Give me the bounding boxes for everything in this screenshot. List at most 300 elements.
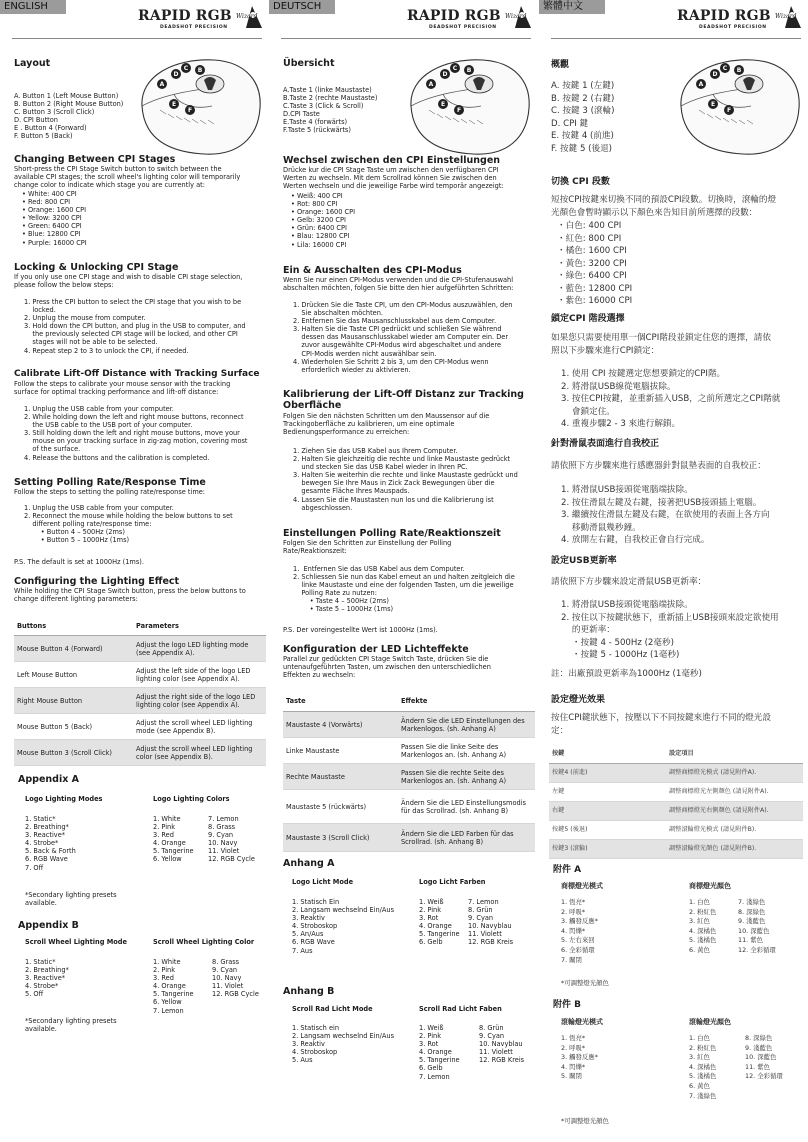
table-cell: Adjust the scroll wheel LED lighting color (see Appendix B). bbox=[136, 744, 253, 761]
list-item: different polling rate/response time: bbox=[24, 520, 152, 529]
list-item: E.Taste 4 (forwärts) bbox=[283, 118, 348, 127]
table-cell: Rechte Maustaste bbox=[286, 772, 345, 781]
text-line: Werten wechseln und die jeweilige Farbe wird temporär angezeigt: bbox=[283, 182, 504, 191]
brand-subtitle: DEADSHOT PRECISION bbox=[429, 25, 497, 30]
table-row bbox=[283, 764, 535, 790]
list-item: 1. White bbox=[153, 958, 181, 966]
list-item: 5. Tangerine bbox=[153, 990, 194, 999]
table-cell: Ändern Sie die LED Einstellungen des Markenlogos. (sh. Anhang A) bbox=[401, 716, 525, 733]
appendix-b-colors-heading: Scroll Rad Licht Faben bbox=[419, 1005, 502, 1013]
list-item: 8. 深綠色 bbox=[745, 1034, 773, 1042]
list-item: 2. Breathing* bbox=[25, 823, 69, 832]
appendix-a-colors-1 bbox=[419, 898, 460, 947]
appendix-a-colors-heading: 商標燈光顏色 bbox=[689, 882, 731, 890]
label-a: A bbox=[428, 81, 434, 88]
light-intro bbox=[14, 587, 246, 603]
layout-list bbox=[551, 80, 614, 155]
text-line: Folgen Sie den nächsten Schritten um den Maussensor auf die bbox=[283, 412, 490, 420]
table-header-cell: Parameters bbox=[136, 621, 179, 630]
list-item: C. Button 3 (Scroll Click) bbox=[14, 108, 95, 117]
poll-steps bbox=[561, 599, 779, 662]
list-item: 4. 閃爍* bbox=[561, 926, 586, 935]
layout-heading: Layout bbox=[14, 58, 51, 69]
list-item: 11. 紫色 bbox=[738, 936, 763, 945]
table-cell: Passen Sie die linke Seite des Markenlogos an. (sh. Anhang A) bbox=[401, 742, 507, 759]
label-d: D bbox=[712, 71, 718, 78]
table-cell: Maustaste 5 (rückwärts) bbox=[286, 802, 367, 811]
list-item: 2. 粉紅色 bbox=[689, 1043, 717, 1052]
list-item: 2. Pink bbox=[153, 823, 176, 832]
list-item: 5. 淺橘色 bbox=[689, 1072, 717, 1081]
cpi-heading: Changing Between CPI Stages bbox=[14, 154, 176, 165]
list-item: • Purple: 16000 CPI bbox=[22, 238, 87, 247]
list-item: 3. Rot bbox=[419, 1040, 439, 1049]
appendix-b-modes bbox=[25, 958, 69, 998]
list-item: • Red: 800 CPI bbox=[22, 198, 71, 207]
label-e: E bbox=[710, 101, 716, 108]
list-item: 12. 全彩循環 bbox=[738, 945, 776, 954]
list-item: 12. RGB Cycle bbox=[208, 855, 255, 864]
appendix-b-colors-1 bbox=[153, 958, 194, 1015]
list-item: 2. Breathing* bbox=[25, 966, 69, 975]
list-item: 1. Press the CPI button to select the CPI stage that you wish to be bbox=[24, 298, 242, 306]
list-item: 11. 紫色 bbox=[745, 1062, 770, 1071]
poll-steps bbox=[293, 565, 515, 614]
calib-heading: 針對滑鼠表面進行自我校正 bbox=[551, 439, 660, 449]
table-row bbox=[283, 824, 535, 852]
text-line: *Secondary lighting presets bbox=[25, 891, 117, 899]
list-item: 2. Pink bbox=[153, 966, 176, 975]
calib-heading bbox=[283, 389, 524, 411]
wizard-logo-icon bbox=[236, 4, 264, 30]
list-item: 4. Stroboskop bbox=[292, 1048, 338, 1057]
text-line: Wenn Sie nur einen CPI-Modus verwenden und die CPI-Stufenauswahl bbox=[283, 276, 514, 284]
list-item: Sie abschalten möchten. bbox=[293, 309, 383, 318]
list-item: CPI-Modis werden nicht auswählbar sein. bbox=[293, 349, 437, 358]
brand-subtitle: DEADSHOT PRECISION bbox=[160, 25, 228, 30]
list-item: 2. Langsam wechselnd Ein/Aus bbox=[292, 906, 395, 915]
list-item: D.CPI Taste bbox=[283, 110, 320, 119]
table-header bbox=[14, 616, 266, 636]
list-item: 1. Static* bbox=[25, 815, 56, 823]
poll-intro bbox=[283, 539, 451, 555]
chinese-column bbox=[539, 0, 807, 1142]
table-cell: Mouse Button 3 (Scroll Click) bbox=[17, 748, 112, 757]
list-item: 1. 將滑鼠USB接頭從電腦端拔除。 bbox=[561, 485, 693, 495]
list-item: 1. Statisch ein bbox=[292, 1024, 340, 1032]
poll-intro: Follow the steps to setting the polling rate/response time: bbox=[14, 488, 206, 496]
appendix-a-colors-2 bbox=[738, 898, 776, 956]
text-line: 按住CPI鍵狀態下，按壓以下不同按鍵來進行不同的燈光設 bbox=[551, 713, 771, 723]
appendix-b-colors-2 bbox=[479, 1024, 524, 1064]
list-item: 1. Weiß bbox=[419, 898, 444, 906]
list-item: 2. 將滑鼠USB線從電腦拔除。 bbox=[561, 381, 676, 392]
list-item: 2. 呼吸* bbox=[561, 1043, 586, 1052]
list-item: 6. RGB Wave bbox=[25, 855, 68, 864]
list-item: 1. Unplug the USB cable from your computer. bbox=[24, 405, 174, 413]
list-item: 6. Gelb bbox=[419, 1064, 443, 1073]
list-item: the USB cable to the USB port of your computer. bbox=[24, 421, 193, 430]
table-cell: 按鍵5 (後退) bbox=[552, 825, 588, 833]
text-line: 短按CPI按鍵來切換不同的預設CPI段數。切換時，滾輪的燈 bbox=[551, 195, 777, 205]
label-f: F bbox=[456, 107, 462, 114]
light-heading: 設定燈光效果 bbox=[551, 695, 606, 705]
text-line: Trackingoberfläche zu kalibrieren, um eine optimale bbox=[283, 420, 455, 429]
list-item: • Taste 5 – 1000Hz (1ms) bbox=[293, 605, 394, 614]
appendix-a-colors-heading: Logo Licht Farben bbox=[419, 878, 486, 886]
list-item: 4. Lassen Sie die Maustasten nun los und die Kalibrierung ist bbox=[293, 495, 494, 504]
appendix-b-heading: Anhang B bbox=[283, 986, 335, 997]
list-item: 3. Halten Sie weiterhin die rechte und linke Maustaste gedrückt und bbox=[293, 471, 518, 480]
list-item: 3. 觸發反應* bbox=[561, 1053, 598, 1062]
list-item: linke Maustaste und eine der folgenden Tasten, um die jeweilige bbox=[293, 581, 514, 590]
list-item: 1. Static* bbox=[25, 958, 56, 966]
list-item: • Button 4 – 500Hz (2ms) bbox=[24, 528, 125, 537]
list-item: 8. Grass bbox=[212, 958, 240, 966]
list-item: 10. 深藍色 bbox=[738, 926, 770, 935]
text-line: Folgen Sie den Schritten zur Einstellung der Polling bbox=[283, 539, 452, 547]
table-cell: 調整商標燈光左側顏色 (請見附件A). bbox=[669, 787, 769, 795]
appendix-a-heading: Appendix A bbox=[18, 774, 80, 785]
list-item: 9. Cyan bbox=[212, 966, 238, 975]
poll-heading: 設定USB更新率 bbox=[551, 556, 617, 566]
list-item: ・橘色: 1600 CPI bbox=[557, 246, 627, 256]
list-item: 7. Lemon bbox=[208, 815, 239, 823]
text-line: While holding the CPI Stage Switch button, press the below buttons to bbox=[14, 587, 246, 595]
list-item: 3. Red bbox=[153, 974, 174, 983]
list-item: 4. Release the buttons and the calibration is completed. bbox=[24, 453, 210, 462]
label-c: C bbox=[722, 65, 728, 72]
brand-title bbox=[677, 8, 771, 30]
appendix-a-heading: 附件 A bbox=[553, 865, 582, 875]
lock-heading: Locking & Unlocking CPI Stage bbox=[14, 262, 179, 273]
list-item: 8. Grün bbox=[468, 906, 493, 915]
list-item: 2. Langsam wechselnd Ein/Aus bbox=[292, 1032, 395, 1041]
list-item: 12. 全彩循環 bbox=[745, 1072, 783, 1081]
table-row bbox=[549, 802, 803, 821]
list-item: 6. 全彩循環 bbox=[561, 945, 595, 954]
brand-title bbox=[407, 8, 501, 30]
list-item: • Green: 6400 CPI bbox=[22, 222, 82, 231]
cpi-list bbox=[22, 190, 87, 247]
list-item: 7. 淺綠色 bbox=[738, 898, 766, 906]
lock-steps bbox=[561, 368, 780, 431]
label-f: F bbox=[187, 107, 193, 114]
list-item: 6. Yellow bbox=[153, 998, 182, 1007]
label-a: A bbox=[698, 81, 704, 88]
list-item: the previously selected CPI stage will be locked, and other CPI bbox=[24, 330, 238, 339]
list-item: 3. 紅色 bbox=[689, 1053, 710, 1062]
appendix-b-modes-heading: 滾輪燈光模式 bbox=[561, 1018, 603, 1026]
table-cell: Linke Maustaste bbox=[286, 746, 340, 755]
cpi-heading: Wechsel zwischen den CPI Einstellungen bbox=[283, 155, 501, 166]
language-tab: ENGLISH bbox=[0, 0, 66, 14]
list-item: 4. Strobe* bbox=[25, 982, 59, 991]
list-item: 7. Lemon bbox=[419, 1072, 450, 1081]
list-item: 3. Halten Sie die Taste CPI gedrückt und schließen Sie während bbox=[293, 325, 502, 334]
cpi-list bbox=[291, 192, 355, 249]
lighting-table bbox=[14, 616, 266, 766]
table-cell: 調整滾輪燈光模式 (請見附件B). bbox=[669, 825, 757, 833]
appendix-b-modes-heading: Scroll Rad Licht Mode bbox=[292, 1005, 373, 1013]
table-cell: Ändern Sie die LED Farben für das Scrollrad. (sh. Anhang B) bbox=[401, 829, 514, 846]
table-row bbox=[283, 712, 535, 738]
list-item: 2. Pink bbox=[419, 906, 442, 915]
svg-text:Wizard: Wizard bbox=[505, 13, 527, 20]
language-tab: 繁體中文 bbox=[539, 0, 605, 14]
list-item: 2. 按住以下按鍵狀態下，重新插上USB接頭來設定欲使用 bbox=[561, 612, 779, 623]
appendix-b-modes bbox=[292, 1024, 394, 1064]
list-item: 1. Weiß bbox=[419, 1024, 444, 1032]
table-cell: Maustaste 3 (Scroll Click) bbox=[286, 833, 370, 842]
list-item: • White: 400 CPI bbox=[22, 190, 77, 198]
list-item: 2. 呼吸* bbox=[561, 907, 586, 916]
list-item: 11. Violett bbox=[479, 1048, 513, 1057]
list-item: 的更新率： bbox=[561, 625, 615, 635]
list-item: 7. 淺綠色 bbox=[689, 1091, 717, 1100]
table-row bbox=[549, 821, 803, 840]
lighting-table bbox=[549, 744, 803, 859]
table-row bbox=[549, 840, 803, 859]
label-f: F bbox=[726, 107, 732, 114]
lock-heading: Ein & Ausschalten des CPI-Modus bbox=[283, 265, 462, 276]
table-cell: 調整商標燈光模式 (請見附件A). bbox=[669, 768, 757, 776]
layout-list bbox=[14, 92, 123, 141]
poll-steps bbox=[24, 504, 233, 544]
calib-steps bbox=[561, 484, 770, 547]
appendix-b-modes bbox=[561, 1034, 598, 1082]
text-line: Follow the steps to calibrate your mouse sensor with the tracking bbox=[14, 380, 231, 388]
table-row bbox=[283, 738, 535, 764]
list-item: 10. Navyblau bbox=[468, 922, 512, 931]
poll-note: 註：出廠預設更新率為1000Hz (1毫秒) bbox=[551, 669, 702, 679]
list-item: • Rot: 800 CPI bbox=[291, 200, 338, 209]
appendix-a-heading: Anhang A bbox=[283, 858, 335, 869]
lock-intro bbox=[551, 332, 771, 357]
list-item: A.Taste 1 (linke Maustaste) bbox=[283, 86, 372, 94]
label-b: B bbox=[736, 67, 742, 74]
label-b: B bbox=[466, 67, 472, 74]
list-item: bewegen Sie Ihre Maus in Zick Zack Bewegungen über die bbox=[293, 479, 495, 488]
list-item: • Gelb: 3200 CPI bbox=[291, 216, 346, 225]
list-item: 3. Reaktiv bbox=[292, 914, 325, 923]
list-item: 1. 白色 bbox=[689, 1034, 710, 1042]
header-divider bbox=[12, 38, 262, 39]
wizard-logo-icon bbox=[505, 4, 533, 30]
list-item: F. 按鍵 5 (後退) bbox=[551, 143, 613, 154]
list-item: • Orange: 1600 CPI bbox=[22, 206, 87, 215]
table-header-cell: Effekte bbox=[401, 696, 428, 705]
list-item: 8. 深綠色 bbox=[738, 907, 766, 916]
list-item: 6. 黃色 bbox=[689, 1081, 710, 1090]
list-item: 5. Tangerine bbox=[419, 930, 460, 939]
text-line: Short-press the CPI Stage Switch button to switch between the bbox=[14, 165, 222, 173]
light-intro bbox=[551, 712, 771, 737]
label-a: A bbox=[159, 81, 165, 88]
list-item: 2. Unplug the mouse from computer. bbox=[24, 314, 146, 323]
lock-steps bbox=[24, 298, 246, 355]
list-item: 4. 重複步驟2 - 3 來進行解鎖。 bbox=[561, 419, 681, 429]
lighting-table bbox=[283, 690, 535, 852]
list-item: 11. Violet bbox=[212, 982, 244, 991]
appendix-b-colors-1 bbox=[419, 1024, 460, 1081]
text-line: available. bbox=[25, 899, 57, 908]
list-item: 3. 按住CPI按鍵，並重新插入USB，之前所選定之CPI階就 bbox=[561, 394, 781, 404]
heading-line: Kalibrierung der Lift-Off Distanz zur Tracking bbox=[283, 389, 524, 400]
text-line: surface for optimal tracking performance and lift-off distance: bbox=[14, 388, 219, 397]
list-item: 5. 左右來回 bbox=[561, 936, 595, 945]
poll-heading: Einstellungen Polling Rate/Reaktionszeit bbox=[283, 528, 501, 539]
table-cell: Left Mouse Button bbox=[17, 670, 78, 679]
light-intro bbox=[283, 655, 491, 679]
appendix-b-colors-heading: 滾輪燈光顏色 bbox=[689, 1018, 731, 1026]
text-line: Werten zu wechseln. Mit dem Scrollrad können Sie zwischen den bbox=[283, 174, 497, 183]
layout-heading: 概觀 bbox=[551, 60, 570, 70]
list-item: 9. Cyan bbox=[468, 914, 494, 923]
list-item: 6. 黃色 bbox=[689, 945, 710, 954]
list-item: 6. Yellow bbox=[153, 855, 182, 864]
list-item: 10. Navy bbox=[212, 974, 242, 983]
calib-intro bbox=[283, 412, 489, 436]
table-cell: 調整商標燈光右側顏色 (請見附件A). bbox=[669, 806, 769, 814]
header-divider bbox=[551, 38, 801, 39]
table-row bbox=[14, 662, 266, 688]
text-line: available CPI stages; the scroll wheel's lighting color will temporarily bbox=[14, 173, 241, 182]
list-item: 3. Reactive* bbox=[25, 831, 66, 840]
german-column bbox=[269, 0, 537, 1142]
list-item: • Yellow: 3200 CPI bbox=[22, 214, 82, 223]
lock-intro bbox=[283, 276, 513, 292]
list-item: ・紅色: 800 CPI bbox=[557, 233, 622, 244]
appendix-b-colors-2 bbox=[212, 958, 259, 998]
list-item: 5. Off bbox=[25, 990, 44, 999]
list-item: 11. Violet bbox=[208, 847, 240, 856]
table-cell: Ändern Sie die LED Einstellungsmodis für das Scrollrad. (sh. Anhang B) bbox=[401, 798, 526, 815]
calib-intro: 請依照下方步驟來進行感應器針對鼠墊表面的自我校正： bbox=[551, 461, 766, 471]
text-line: 光顏色會暫時顯示以下顏色來告知目前所選擇的段數： bbox=[551, 207, 758, 218]
list-item: 12. RGB Kreis bbox=[479, 1056, 525, 1065]
appendix-a-modes bbox=[25, 815, 76, 872]
appendix-a-modes-heading: Logo Licht Mode bbox=[292, 878, 354, 886]
list-item: 3. Rot bbox=[419, 914, 439, 923]
list-item: 3. Reaktiv bbox=[292, 1040, 325, 1049]
text-line: untenaufgeführten Tasten, um zwischen den unterschiedlichen bbox=[283, 663, 491, 672]
list-item: ・按鍵 5 - 1000Hz (1毫秒) bbox=[561, 650, 680, 660]
label-b: B bbox=[197, 67, 203, 74]
table-header-cell: Taste bbox=[286, 696, 306, 705]
list-item: D. CPI Button bbox=[14, 116, 58, 125]
table-cell: Adjust the right side of the logo LED lighting color (see Appendix A). bbox=[136, 692, 256, 709]
table-row bbox=[14, 740, 266, 766]
list-item: 會鎖定住。 bbox=[561, 406, 615, 417]
table-row bbox=[549, 783, 803, 802]
text-line: Parallel zur gedückten CPI Stage Switch Taste, drücken Sie die bbox=[283, 655, 489, 663]
list-item: 4. Orange bbox=[419, 922, 452, 931]
list-item: dessen das Mausanschlusskabel wieder am Computer ein. Der bbox=[293, 333, 509, 342]
list-item: 11. Violett bbox=[468, 930, 502, 939]
list-item: A. 按鍵 1 (左鍵) bbox=[551, 81, 615, 91]
poll-heading: Setting Polling Rate/Response Time bbox=[14, 477, 206, 488]
list-item: zuvor ausgewählte CPI-Modus wird abgeschaltet und andere bbox=[293, 341, 502, 350]
appendix-b-colors-1 bbox=[689, 1034, 716, 1101]
cpi-intro bbox=[283, 166, 504, 190]
list-item: 4. 深橘色 bbox=[689, 1062, 717, 1071]
appendix-a-colors-heading: Logo Lighting Colors bbox=[153, 795, 230, 803]
list-item: 移動滑鼠幾秒鐘。 bbox=[561, 522, 641, 533]
list-item: 10. 深藍色 bbox=[745, 1053, 777, 1062]
list-item: 4. 閃爍* bbox=[561, 1062, 586, 1071]
label-e: E bbox=[171, 101, 177, 108]
text-line: change color to indicate which stage you are currently at: bbox=[14, 181, 205, 190]
appendix-a-modes-heading: Logo Lighting Modes bbox=[25, 795, 103, 803]
text-line: Effekten zu wechseln: bbox=[283, 671, 356, 680]
list-item: 4. 放開左右鍵，自我校正會自行完成。 bbox=[561, 535, 710, 545]
list-item: 1. 將滑鼠USB接頭從電腦端拔除。 bbox=[561, 600, 693, 610]
appendix-a-colors-1 bbox=[153, 815, 194, 864]
list-item: locked. bbox=[24, 306, 56, 315]
list-item: 2. While holding down the left and right mouse buttons, reconnect bbox=[24, 413, 244, 422]
wizard-logo-icon bbox=[775, 4, 803, 30]
list-item: stages will not be able to be selected. bbox=[24, 338, 158, 347]
table-row bbox=[14, 688, 266, 714]
list-item: 1. 恆亮* bbox=[561, 898, 586, 906]
appendix-a-colors-1 bbox=[689, 898, 716, 956]
mouse-diagram bbox=[673, 46, 805, 158]
table-cell: 按鍵3 (滾輪) bbox=[552, 844, 588, 852]
list-item: 1. Entfernen Sie das USB Kabel aus dem Computer. bbox=[293, 565, 465, 573]
list-item: ・按鍵 4 - 500Hz (2毫秒) bbox=[561, 637, 674, 648]
mouse-diagram bbox=[403, 46, 535, 158]
table-cell: 調整滾輪燈光顏色 (請見附件B). bbox=[669, 844, 757, 852]
list-item: • Taste 4 – 500Hz (2ms) bbox=[293, 597, 389, 606]
svg-text:Wizard: Wizard bbox=[236, 13, 258, 20]
list-item: B. Button 2 (Right Mouse Button) bbox=[14, 100, 124, 109]
list-item: 1. 使用 CPI 按鍵選定您想要鎖定的CPI階。 bbox=[561, 369, 726, 379]
table-header-cell: Buttons bbox=[17, 621, 47, 630]
cpi-intro bbox=[551, 194, 776, 219]
list-item: ・黃色: 3200 CPI bbox=[557, 258, 627, 269]
table-cell: Passen Sie die rechte Seite des Markenlogos an. (sh. Anhang A) bbox=[401, 768, 507, 785]
list-item: 4. Strobe* bbox=[25, 839, 59, 848]
list-item: und stecken Sie das USB Kabel wieder in Ihren PC. bbox=[293, 463, 468, 472]
appendix-a-note: *可調整燈光顏色 bbox=[561, 979, 609, 987]
list-item: 3. 紅色 bbox=[689, 917, 710, 926]
appendix-b-modes-heading: Scroll Wheel Lighting Mode bbox=[25, 938, 128, 946]
list-item: 5. Tangerine bbox=[153, 847, 194, 856]
table-cell: 左鍵 bbox=[552, 787, 565, 795]
list-item: 2. Pink bbox=[419, 1032, 442, 1041]
appendix-a-modes bbox=[292, 898, 394, 955]
text-line: available. bbox=[25, 1025, 57, 1034]
table-cell: Adjust the logo LED lighting mode (see Appendix A). bbox=[136, 640, 249, 657]
list-item: 7. Off bbox=[25, 863, 44, 872]
list-item: erforderlich wieder zu aktivieren. bbox=[293, 365, 411, 374]
list-item: B. 按鍵 2 (右鍵) bbox=[551, 93, 615, 104]
poll-note: P.S. Der voreingestellte Wert ist 1000Hz (1ms). bbox=[283, 626, 438, 634]
table-cell: Mouse Button 4 (Forward) bbox=[17, 644, 103, 653]
brand-name: RAPID RGB bbox=[138, 8, 232, 24]
list-item: ・藍色: 12800 CPI bbox=[557, 283, 633, 294]
list-item: 4. Orange bbox=[153, 982, 186, 991]
list-item: of the surface. bbox=[24, 445, 81, 454]
list-item: 10. Navyblau bbox=[479, 1040, 523, 1049]
lock-heading: 鎖定CPI 階段選擇 bbox=[551, 314, 625, 324]
label-d: D bbox=[173, 71, 179, 78]
list-item: 4. Orange bbox=[153, 839, 186, 848]
list-item: E . Button 4 (Forward) bbox=[14, 124, 87, 133]
list-item: 1. 恆亮* bbox=[561, 1034, 586, 1042]
list-item: gesamte Fläche Ihres Mauspads. bbox=[293, 487, 410, 496]
